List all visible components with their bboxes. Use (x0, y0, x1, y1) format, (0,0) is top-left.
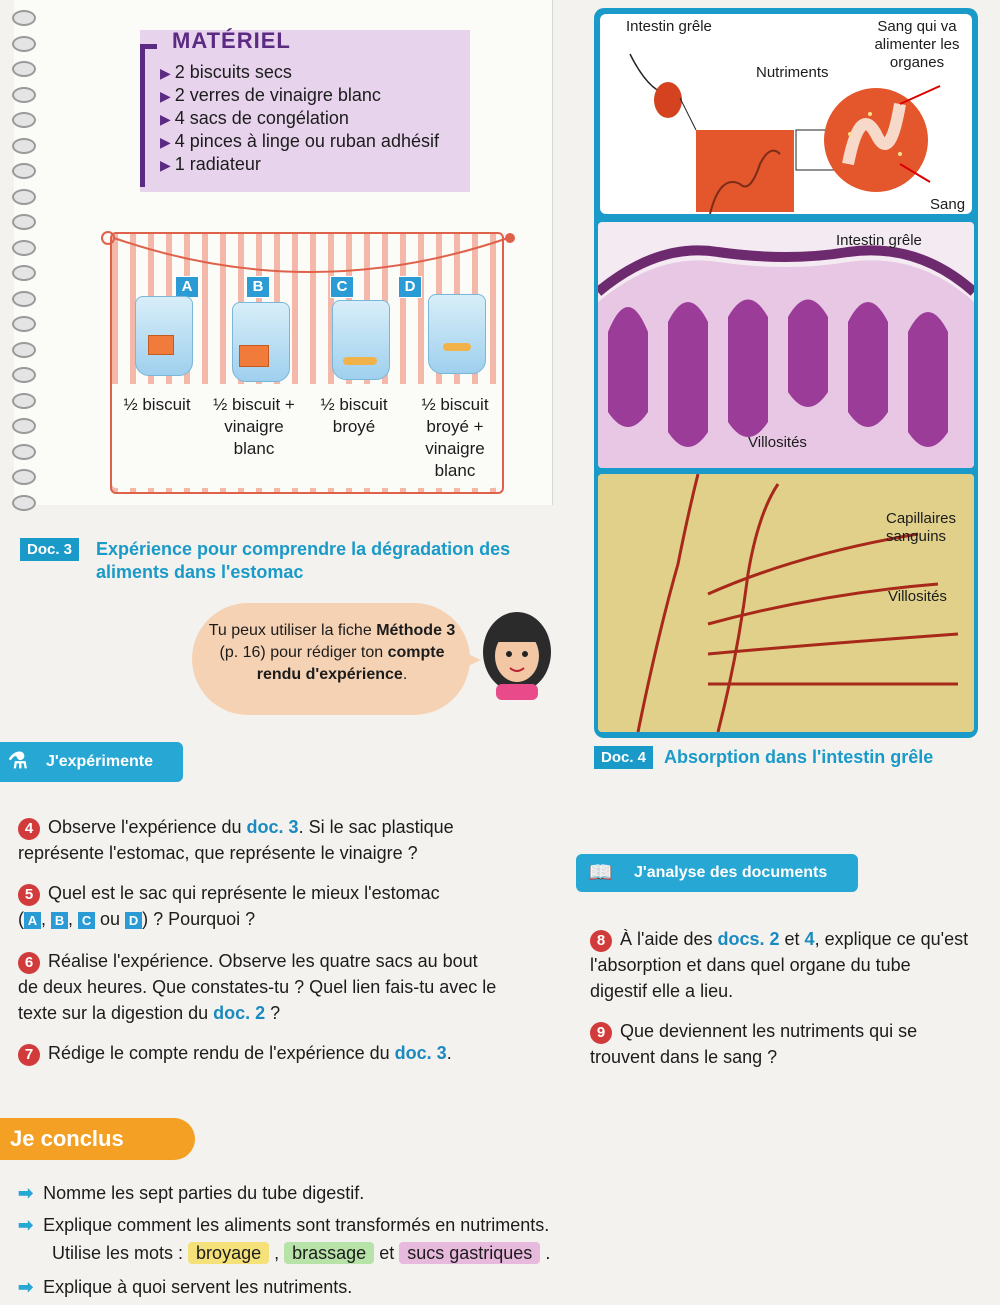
materiel-item: ▶ 4 pinces à linge ou ruban adhésif (160, 131, 439, 151)
notebook-ring-icon (12, 214, 36, 230)
notebook-ring-icon (12, 265, 36, 281)
materiel-bracket (140, 44, 157, 187)
bag-caption-b: ½ biscuit + vinaigre blanc (213, 395, 295, 458)
label-sang-qui: Sang qui va alimenter les organes (874, 18, 960, 71)
freezer-bag-icon (135, 296, 193, 376)
label-villosites-2: Villosités (888, 588, 947, 605)
conclusion-1: ➡ Nomme les sept parties du tube digestif. (18, 1183, 365, 1203)
doc4-tag: Doc. 4 (594, 746, 653, 769)
question-7: 7 Rédige le compte rendu de l'expérience du doc. 3. (18, 1040, 518, 1066)
experimente-header: ⚗ J'expérimente (0, 742, 183, 782)
flask-icon: ⚗ (8, 748, 28, 773)
bag-caption-d: ½ biscuit broyé + vinaigre blanc (421, 395, 489, 480)
question-4: 4 Observe l'expérience du doc. 3. Si le sac plastique représente l'estomac, que représente le vinaigre ? (18, 817, 454, 863)
notebook-ring-icon (12, 393, 36, 409)
conclusion-2-words: Utilise les mots : broyage , brassage et sucs gastriques . (52, 1243, 551, 1263)
biscuit-icon (148, 335, 174, 355)
conclus-header: Je conclus (0, 1118, 195, 1160)
label-nutriments: Nutriments (756, 64, 829, 81)
question-5: 5 Quel est le sac qui représente le mieux l'estomac ( A , B , C ou D ) ? Pourquoi ? (18, 883, 440, 929)
bag-label-d: D (398, 276, 422, 298)
word-sucs-gastriques: sucs gastriques (399, 1242, 540, 1264)
materiel-title: MATÉRIEL (172, 28, 291, 53)
notebook-ring-icon (12, 316, 36, 332)
bag-caption-a: ½ biscuit (123, 395, 191, 414)
materiel-list (160, 62, 439, 175)
notebook-ring-icon (12, 367, 36, 383)
label-capillaires: Capillaires sanguins (886, 510, 957, 545)
word-broyage: broyage (188, 1242, 269, 1264)
doc4-link[interactable]: 4 (804, 929, 815, 949)
conclusion-3: ➡ Explique à quoi servent les nutriments. (18, 1277, 353, 1297)
doc3-link[interactable]: doc. 3 (394, 1043, 447, 1063)
open-book-icon: 📖 (588, 862, 613, 884)
question-9: 9 Que deviennent les nutriments qui se trouvent dans le sang ? (590, 1021, 918, 1067)
doc3-title: Expérience pour comprendre la dégradation des aliments dans l'estomac (96, 539, 511, 582)
doc3-tag: Doc. 3 (20, 538, 79, 561)
bag-caption-c: ½ biscuit broyé (320, 395, 388, 436)
crumbs-icon (343, 357, 377, 365)
doc4-title: Absorption dans l'intestin grêle (664, 747, 934, 767)
freezer-bag-icon (332, 300, 390, 380)
doc2-link[interactable]: docs. 2 (717, 929, 780, 949)
girl-avatar (478, 608, 556, 700)
notebook-ring-icon (12, 240, 36, 256)
materiel-item: ▶ 4 sacs de congélation (160, 108, 349, 128)
arrow-icon: ➡ (18, 1183, 34, 1203)
label-intestin-grele: Intestin grêle (626, 18, 712, 35)
question-6: 6 Réalise l'expérience. Observe les quatre sacs au bout de deux heures. Que constates-tu ? Quel lien fais-tu avec le texte sur la digestion du doc. 2 ? (18, 951, 497, 1023)
bag-label-c: C (330, 276, 354, 298)
notebook-ring-icon (12, 444, 36, 460)
notebook-ring-icon (12, 36, 36, 52)
materiel-item: ▶ 2 biscuits secs (160, 62, 292, 82)
bag-label-a: A (175, 276, 199, 298)
villi-micrograph (598, 222, 974, 468)
notebook-ring-icon (12, 138, 36, 154)
notebook-ring-icon (12, 291, 36, 307)
doc2-link[interactable]: doc. 2 (213, 1003, 266, 1023)
histology-photo (598, 222, 974, 468)
notebook-ring-icon (12, 10, 36, 26)
doc3-link[interactable]: doc. 3 (246, 817, 299, 837)
bag-label-b: B (246, 276, 270, 298)
notebook-ring-icon (12, 61, 36, 77)
label-villosites: Villosités (748, 434, 807, 451)
tip-text: Tu peux utiliser la fiche Méthode 3 (p. 16) pour rédiger ton compte rendu d'expérience. (208, 622, 456, 683)
conclusion-2: ➡ Explique comment les aliments sont transformés en nutriments. (18, 1215, 550, 1235)
notebook-ring-icon (12, 112, 36, 128)
label-sang: Sang (930, 196, 966, 213)
label-intestin-grele-2: Intestin grêle (836, 232, 922, 249)
notebook-ring-icon (12, 495, 36, 511)
freezer-bag-icon (232, 302, 290, 382)
notebook-ring-icon (12, 418, 36, 434)
freezer-bag-icon (428, 294, 486, 374)
notebook-ring-icon (12, 189, 36, 205)
biscuit-icon (239, 345, 269, 367)
materiel-item: ▶ 1 radiateur (160, 154, 261, 174)
materiel-item: ▶ 2 verres de vinaigre blanc (160, 85, 381, 105)
notebook-ring-icon (12, 342, 36, 358)
arrow-icon: ➡ (18, 1277, 34, 1297)
notebook-ring-icon (12, 87, 36, 103)
word-brassage: brassage (284, 1242, 374, 1264)
crumbs-icon (443, 343, 471, 351)
notebook-ring-icon (12, 469, 36, 485)
question-8: 8 À l'aide des docs. 2 et 4, explique ce qu'est l'absorption et dans quel organe du tube digestif elle a lieu. (590, 929, 969, 1001)
arrow-icon: ➡ (18, 1215, 34, 1235)
notebook-ring-icon (12, 163, 36, 179)
analyse-header: 📖 J'analyse des documents (576, 854, 858, 892)
